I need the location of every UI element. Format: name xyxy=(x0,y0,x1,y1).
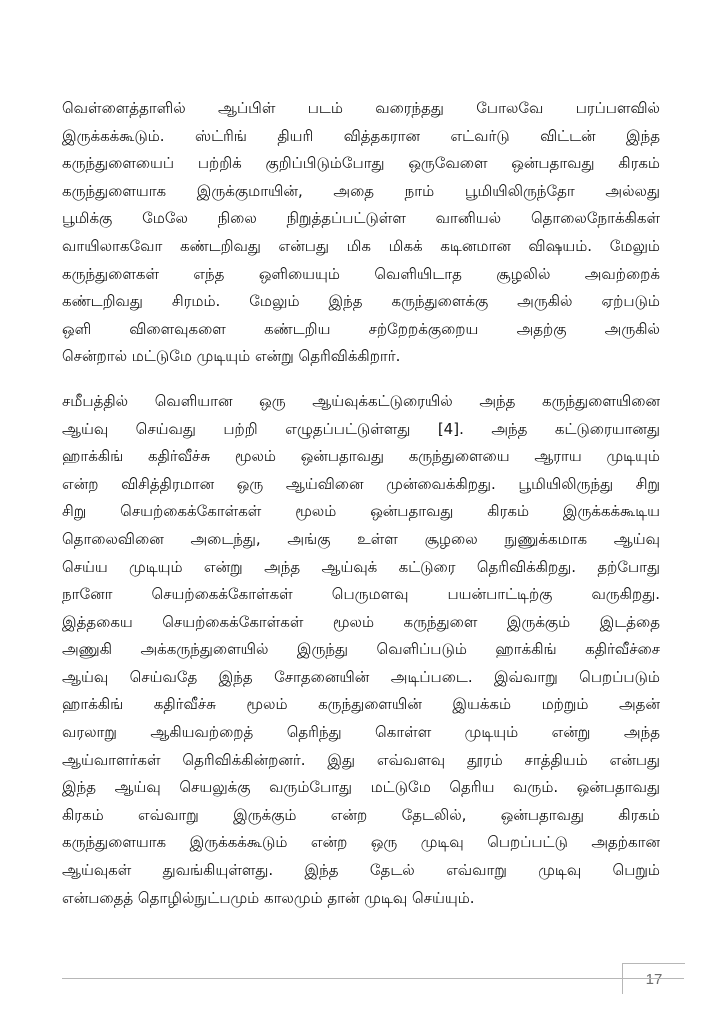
text-line: ஆய்வுகள் துவங்கியுள்ளது. இந்த தேடல் எவ்வாறு முடிவு பெறும் xyxy=(62,861,660,880)
text-line: சிறு செயற்கைக்கோள்கள் மூலம் ஒன்பதாவது கிரகம் இருக்கக்கூடிய xyxy=(62,502,660,521)
paragraph xyxy=(62,388,660,912)
text-line: இத்தகைய செயற்கைக்கோள்கள் மூலம் கருந்துளை இருக்கும் இடத்தை xyxy=(62,612,660,631)
body-text xyxy=(62,95,660,912)
text-line: பூமிக்கு மேலே நிலை நிறுத்தப்பட்டுள்ள வானியல் தொலைநோக்கிகள் xyxy=(62,209,660,228)
text-line: கருந்துளையாக இருக்குமாயின், அதை நாம் பூமியிலிருந்தோ அல்லது xyxy=(62,181,660,200)
text-line: ஒளி விளைவுகளை கண்டறிய சற்றேறக்குறைய அதற்கு அருகில் xyxy=(62,319,660,338)
text-line: ஹாக்கிங் கதிர்வீச்சு மூலம் கருந்துளையின் இயக்கம் மற்றும் அதன் xyxy=(62,695,660,714)
text-line: கருந்துளையைப் பற்றிக் குறிப்பிடும்போது ஒருவேளை ஒன்பதாவது கிரகம் xyxy=(62,154,660,173)
text-line: இருக்கக்கூடும். ஸ்ட்ரிங் தியரி வித்தகரான எட்வர்டு விட்டன் இந்த xyxy=(62,126,660,145)
text-line: நானோ செயற்கைக்கோள்கள் பெருமளவு பயன்பாட்டிற்கு வருகிறது. xyxy=(62,585,660,604)
paragraph xyxy=(62,95,660,371)
text-line: என்பதைத் தொழில்நுட்பமும் காலமும் தான் முடிவு செய்யும். xyxy=(62,888,475,907)
text-line: இந்த ஆய்வு செயலுக்கு வரும்போது மட்டுமே தெரிய வரும். ஒன்பதாவது xyxy=(62,778,660,797)
text-line: தொலைவினை அடைந்து, அங்கு உள்ள சூழலை நுணுக்கமாக ஆய்வு xyxy=(62,529,660,548)
text-line: செய்ய முடியும் என்று அந்த ஆய்வுக் கட்டுரை தெரிவிக்கிறது. தற்போது xyxy=(62,557,660,576)
text-line: சமீபத்தில் வெளியான ஒரு ஆய்வுக்கட்டுரையில் அந்த கருந்துளையினை xyxy=(62,391,660,410)
text-line: சென்றால் மட்டுமே முடியும் என்று தெரிவிக்கிறார். xyxy=(62,347,401,366)
text-line: கண்டறிவது சிரமம். மேலும் இந்த கருந்துளைக்கு அருகில் ஏற்படும் xyxy=(62,292,660,311)
text-line: ஆய்வு செய்வதே இந்த சோதனையின் அடிப்படை. இவ்வாறு பெறப்படும் xyxy=(62,667,660,686)
text-line: வரலாறு ஆகியவற்றைத் தெரிந்து கொள்ள முடியும் என்று அந்த xyxy=(62,723,660,742)
text-line: கருந்துளையாக இருக்கக்கூடும் என்ற ஒரு முடிவு பெறப்பட்டு அதற்கான xyxy=(62,833,660,852)
text-line: கிரகம் எவ்வாறு இருக்கும் என்ற தேடலில், ஒன்பதாவது கிரகம் xyxy=(62,805,660,824)
text-line: வாயிலாகவோ கண்டறிவது என்பது மிக மிகக் கடினமான விஷயம். மேலும் xyxy=(62,236,660,255)
text-line: என்ற விசித்திரமான ஒரு ஆய்வினை முன்வைக்கிறது. பூமியிலிருந்து சிறு xyxy=(62,474,660,493)
page-number: 17 xyxy=(645,971,663,988)
text-line: ஆய்வு செய்வது பற்றி எழுதப்பட்டுள்ளது [4]. அந்த கட்டுரையானது xyxy=(62,419,660,438)
text-line: ஹாக்கிங் கதிர்வீச்சு மூலம் ஒன்பதாவது கருந்துளையை ஆராய முடியும் xyxy=(62,447,660,466)
text-line: ஆய்வாளர்கள் தெரிவிக்கின்றனர். இது எவ்வளவு தூரம் சாத்தியம் என்பது xyxy=(62,750,660,769)
text-line: வெள்ளைத்தாளில் ஆப்பிள் படம் வரைந்தது போலவே பரப்பளவில் xyxy=(62,99,660,117)
text-line: அணுகி அக்கருந்துளையில் இருந்து வெளிப்படும் ஹாக்கிங் கதிர்வீச்சை xyxy=(62,640,660,659)
footer-rule xyxy=(62,978,684,979)
text-line: கருந்துளைகள் எந்த ஒளியையும் வெளியிடாத சூழலில் அவற்றைக் xyxy=(62,264,660,283)
